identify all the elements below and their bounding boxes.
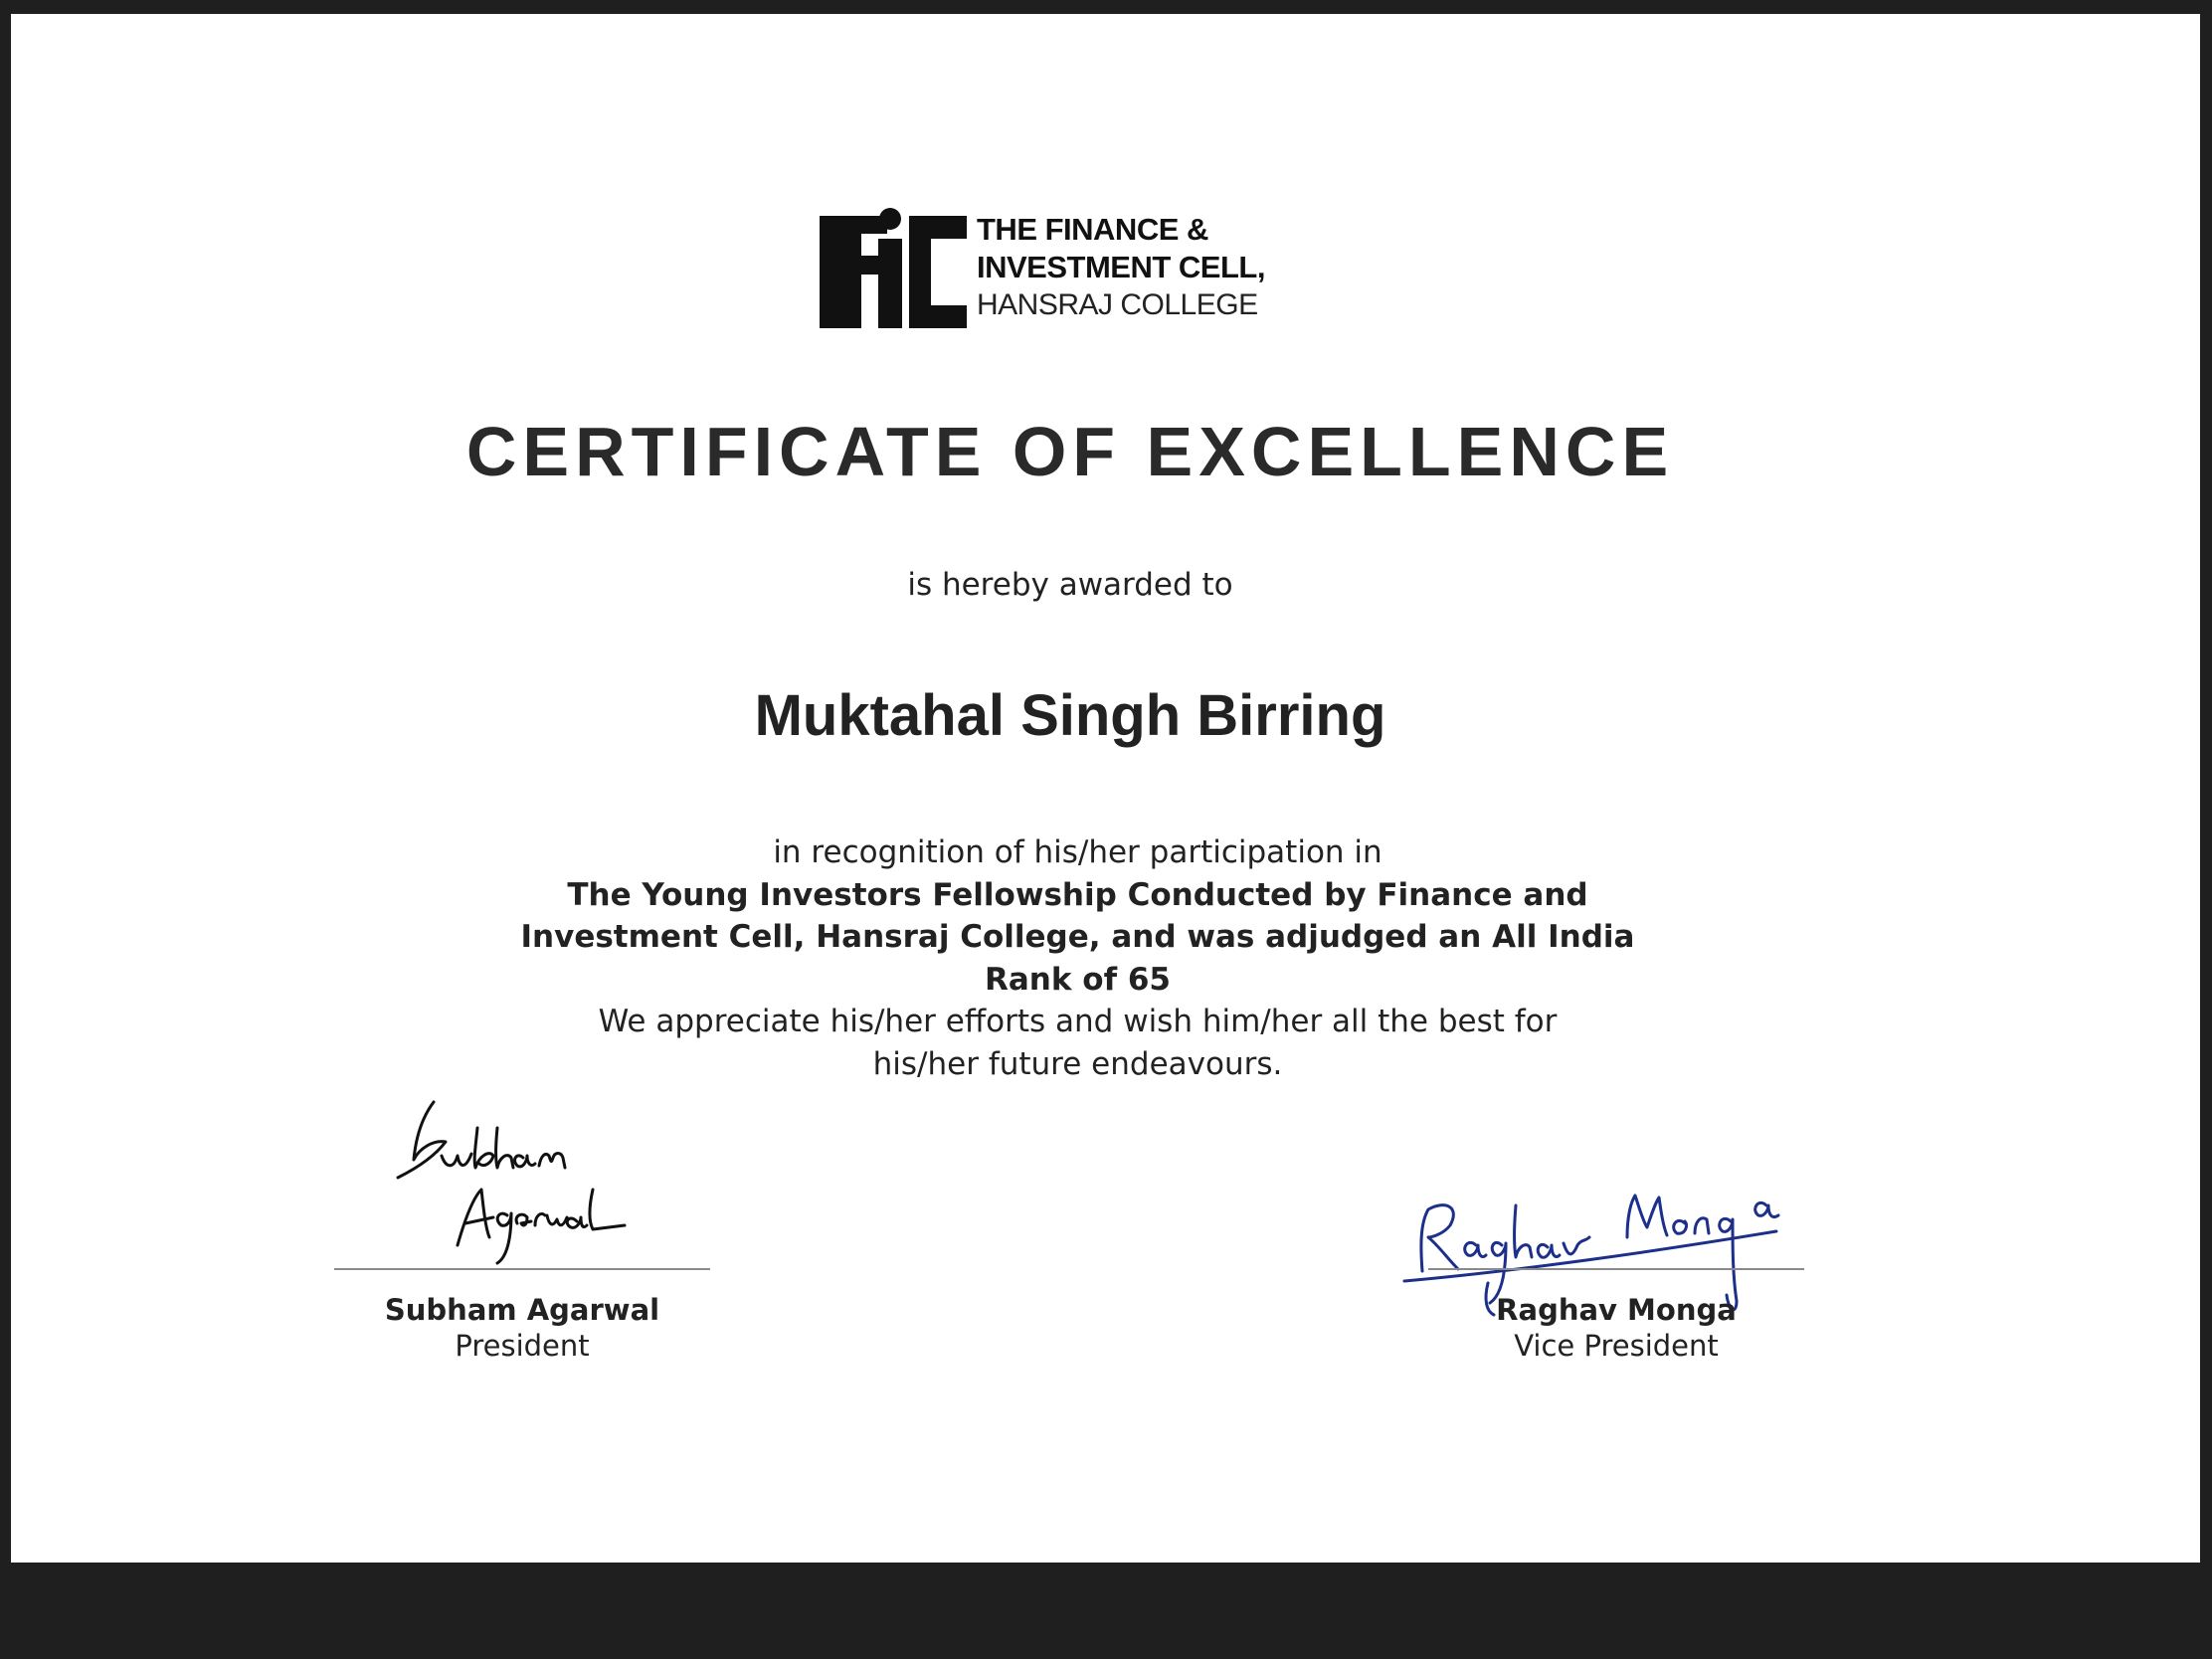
awarded-text: is hereby awarded to xyxy=(907,567,1233,603)
recipient-name: Muktahal Singh Birring xyxy=(754,683,1386,748)
logo-line-1: THE FINANCE & xyxy=(977,212,1208,247)
vice-president-role: Vice President xyxy=(1514,1329,1719,1363)
event-line-1: The Young Investors Fellowship Conducted by Finance and xyxy=(567,876,1588,913)
vice-president-name: Raghav Monga xyxy=(1496,1293,1737,1327)
logo-text xyxy=(977,211,1265,324)
event-line-2: Investment Cell, Hansraj College, and was adjudged an All India xyxy=(520,919,1635,955)
president-signature-line xyxy=(334,1268,710,1270)
recognition-line: in recognition of his/her participation in xyxy=(773,834,1382,870)
certificate-body xyxy=(473,831,1682,1085)
president-name: Subham Agarwal xyxy=(384,1293,660,1327)
event-line-3: Rank of 65 xyxy=(985,961,1171,998)
certificate-page xyxy=(11,14,2200,1563)
logo-line-3: HANSRAJ COLLEGE xyxy=(977,288,1258,321)
fic-logo xyxy=(820,199,1317,328)
closing-line-1: We appreciate his/her efforts and wish him/her all the best for xyxy=(598,1004,1558,1039)
certificate-title: CERTIFICATE OF EXCELLENCE xyxy=(465,413,1675,490)
president-role: President xyxy=(455,1329,590,1363)
fic-logo-mark xyxy=(820,199,967,328)
closing-line-2: his/her future endeavours. xyxy=(872,1045,1283,1082)
logo-line-2: INVESTMENT CELL, xyxy=(977,250,1265,284)
vice-president-signature-line xyxy=(1428,1268,1804,1270)
president-signature xyxy=(394,1098,652,1267)
